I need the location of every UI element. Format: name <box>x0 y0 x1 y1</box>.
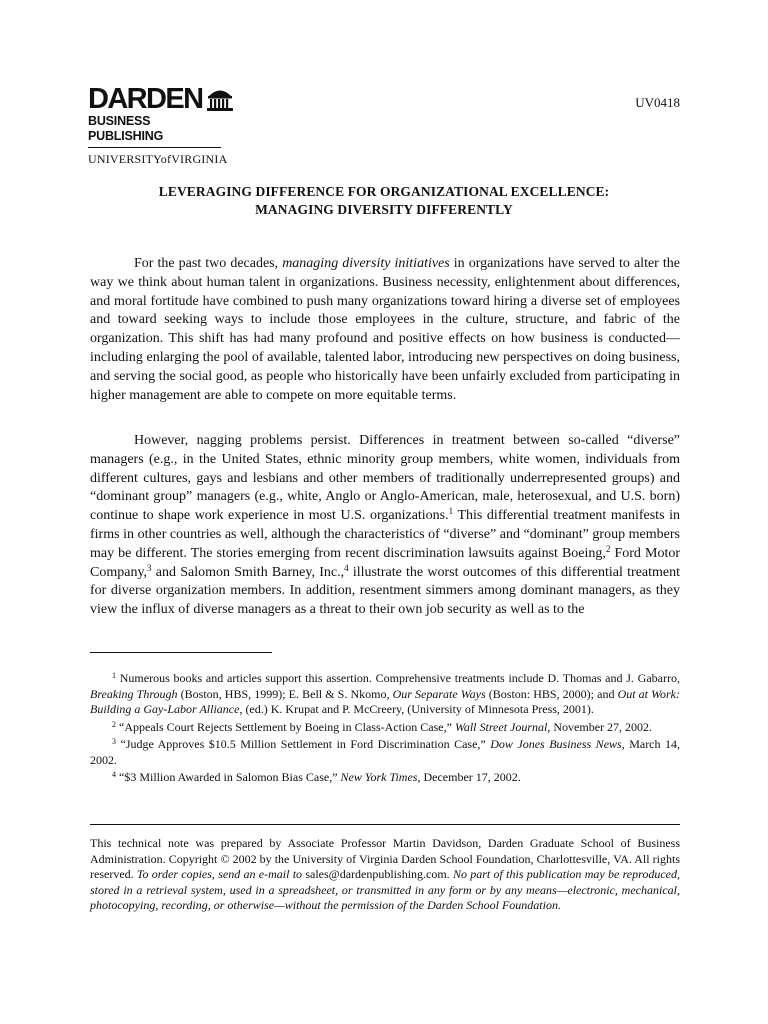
italic-run: Breaking Through <box>90 686 178 701</box>
text-run: Ford Motor Company, <box>90 545 680 580</box>
note-divider <box>90 824 680 825</box>
text-run: For the past two decades, <box>134 256 283 271</box>
footnote-ref-2[interactable]: 2 <box>605 543 611 554</box>
paragraph-1 <box>90 255 680 405</box>
footnote-number: 3 <box>112 737 116 746</box>
footnote-divider <box>90 652 272 653</box>
text-run: Numerous books and articles support this assertion. Comprehensive treatments include D. Thomas and J. Gabarro, <box>116 671 680 685</box>
footnote-2 <box>90 720 680 736</box>
italic-run: To order copies, send an e-mail to <box>136 867 303 882</box>
footnote-3 <box>90 737 680 768</box>
logo-university: UNIVERSITYofVIRGINIA <box>88 152 228 166</box>
text-run: , (ed.) K. Krupat and P. McCreery, (University of Minnesota Press, 2001). <box>239 702 594 716</box>
document-code: UV0418 <box>635 95 680 110</box>
logo-name: DARDEN <box>88 83 203 115</box>
email-text[interactable]: sales@dardenpublishing.com. <box>302 867 453 882</box>
text-run: This technical note was prepared by Associate Professor Martin Davidson, Darden Graduate School of Business Administration. Copyright © 2002 by the University of Virginia Darden School Foundation, Charlottesville, VA. All rights reserved. <box>90 836 680 882</box>
text-run: (Boston, HBS, 1999); E. Bell & S. Nkomo, <box>177 686 393 701</box>
title-line-2: MANAGING DIVERSITY DIFFERENTLY <box>255 202 513 217</box>
footnote-4 <box>90 770 680 786</box>
text-run: , March 14, 2002. <box>90 737 681 767</box>
italic-run: managing diversity initiatives <box>282 256 450 271</box>
text-run: in organizations have served to alter the way we think about human talent in organizations. Business necessity, enlightenment about differences, and moral fortitude have combined to push many organizations toward hiring a diverse set of employees and toward seeking ways to include those employees in the culture, structure, and fabric of the organization. This shift has had many profound and positive effects on how business is conducted—including enlarging the pool of available, talented labor, introducing new perspectives on doing business, and serving the social good, as people who historically have been unfairly excluded from participating in higher management are able to compete on more equitable terms. <box>90 256 680 403</box>
footnote-number: 4 <box>112 770 116 779</box>
footnotes <box>90 671 680 788</box>
italic-run: Out at Work: Building a Gay-Labor Alliance <box>90 686 681 716</box>
italic-run: Dow Jones Business News <box>490 737 622 751</box>
footnote-ref-4[interactable]: 4 <box>344 562 349 573</box>
footnote-ref-1[interactable]: 1 <box>448 506 454 517</box>
text-run: (Boston: HBS, 2000); and <box>485 686 618 701</box>
footnote-number: 1 <box>112 671 116 680</box>
title-line-1: LEVERAGING DIFFERENCE FOR ORGANIZATIONAL EXCELLENCE: <box>158 184 610 199</box>
document-title <box>88 183 680 219</box>
text-run: However, nagging problems persist. Differences in treatment between so-called “diverse” managers (e.g., in the United States, ethnic minority group members, white women, individuals from different cultures, gays and lesbians and other members of traditionally underrepresented groups) and “dominant group” managers (e.g., white, Anglo or Anglo-American, male, heterosexual, and U.S. born) continue to shape work experience in most U.S. organizations. <box>90 433 680 524</box>
footnote-1 <box>90 671 680 718</box>
footnote-number: 2 <box>112 719 116 729</box>
logo-subtitle: BUSINESS PUBLISHING <box>88 114 221 148</box>
copyright-note <box>90 836 680 914</box>
text-run: and Salomon Smith Barney, Inc., <box>151 564 345 580</box>
italic-run: Wall Street Journal <box>454 719 548 734</box>
footnote-ref-3[interactable]: 3 <box>147 562 152 573</box>
italic-run: No part of this publication may be reproduced, stored in a retrieval system, used in a spreadsheet, or transmitted in any form or by any means—electronic, mechanical, photocopying, recording, or otherwise—without the permission of the Darden School Foundation. <box>90 867 681 913</box>
italic-run: New York Times <box>340 770 418 784</box>
text-run: , December 17, 2002. <box>417 770 521 784</box>
darden-logo <box>88 82 268 166</box>
text-run: illustrate the worst outcomes of this differential treatment for diverse organization members. In addition, resentment simmers among dominant managers, as they view the influx of diverse managers as a threat to their own job security as well as to the <box>90 564 681 618</box>
text-run: This differential treatment manifests in firms in other countries as well, although the characteristics of “diverse” and “dominant” group members may be different. The stories emerging from recent discrimination lawsuits against Boeing, <box>90 508 680 561</box>
rotunda-icon <box>206 84 234 112</box>
text-run: , November 27, 2002. <box>547 719 653 734</box>
italic-run: Our Separate Ways <box>392 686 486 701</box>
paragraph-2 <box>90 432 680 620</box>
text-run: “Judge Approves $10.5 Million Settlement in Ford Discrimination Case,” <box>116 737 491 751</box>
text-run: “Appeals Court Rejects Settlement by Boeing in Class-Action Case,” <box>116 719 455 734</box>
text-run: “$3 Million Awarded in Salomon Bias Case,” <box>116 770 341 784</box>
